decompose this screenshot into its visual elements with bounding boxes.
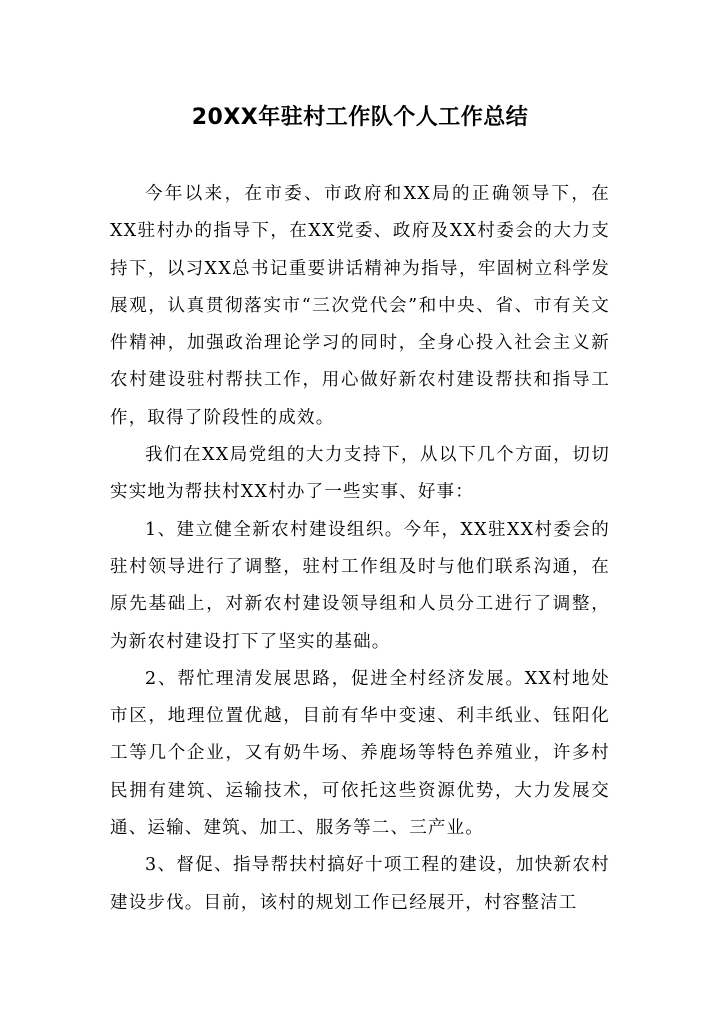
paragraph-item-1: 1、建立健全新农村建设组织。今年，XX驻XX村委会的驻村领导进行了调整，驻村工作组及时与他们联系沟通，在原先基础上，对新农村建设领导组和人员分工进行了调整，为新农村建设打下了坚实的基础。 xyxy=(110,519,610,652)
paragraph-item-2: 2、帮忙理清发展思路，促进全村经济发展。XX村地处市区，地理位置优越，目前有华中变速、利丰纸业、钰阳化工等几个企业，又有奶牛场、养鹿场等特色养殖业，许多村民拥有建筑、运输技术，可依托这些资源优势，大力发展交通、运输、建筑、加工、服务等二、三产业。 xyxy=(110,668,610,839)
document-title: 20XX年驻村工作队个人工作总结 xyxy=(191,104,529,130)
paragraph-item-3: 3、督促、指导帮扶村搞好十项工程的建设，加快新农村建设步伐。目前，该村的规划工作已经展开，村容整洁工 xyxy=(110,855,610,913)
paragraph-overview: 我们在XX局党组的大力支持下，从以下几个方面，切切实实地为帮扶村XX村办了一些实事、好事： xyxy=(110,445,610,503)
paragraph-intro: 今年以来，在市委、市政府和XX局的正确领导下，在XX驻村办的指导下，在XX党委、政府及XX村委会的大力支持下，以习XX总书记重要讲话精神为指导，牢固树立科学发展观，认真贯彻落实市“三次党代会”和中央、省、市有关文件精神，加强政治理论学习的同时，全身心投入社会主义新农村建设驻村帮扶工作，用心做好新农村建设帮扶和指导工作，取得了阶段性的成效。 xyxy=(110,184,610,428)
document-body xyxy=(110,176,610,922)
